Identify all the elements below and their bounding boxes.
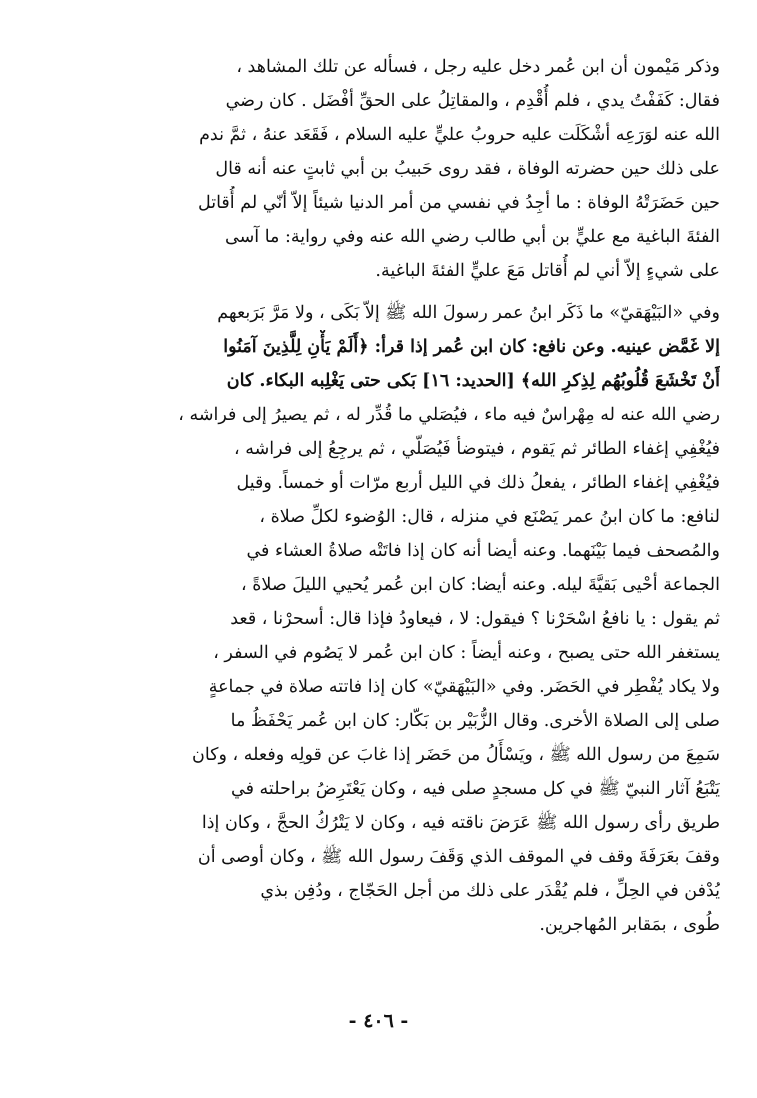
text-line: يَتْبَعُ آثار النبيّ ﷺ في كل مسجدٍ صلى فيه ، وكان يَعْتَرِضُ براحلته في	[231, 779, 720, 799]
verse-line: إلا غَمَّض عينيه. وعن نافع: كان ابن عُمر إذا قرأ: ﴿أَلَمْ يَأْنِ لِلَّذِينَ آمَنُوا	[223, 337, 720, 357]
text-line: وقفَ بعَرَفَةَ وقف في الموقف الذي وَقَفَ رسول الله ﷺ ، وكان أوصى أن	[197, 847, 720, 867]
text-line: طريق رأى رسول الله ﷺ عَرَضَ ناقته فيه ، وكان لا يَتْرُكُ الحجَّ ، وكان إذا	[201, 813, 720, 833]
text-line: والمُصحف فيما بَيْنَهما. وعنه أيضا أنه كان إذا فاتَتْه صلاةُ العشاء في	[246, 541, 720, 561]
text-line: يُدْفن في الحِلِّ ، فلم يُقْدَر على ذلك من أجل الحَجّاج ، ودُفِن بذي	[260, 881, 720, 901]
text-line: الفئةَ الباغية مع عليٍّ بن أبي طالب رضي الله عنه وفي رواية: ما آسى	[225, 227, 720, 247]
text-line: ولا يكاد يُفْطِر في الحَضَر. وفي «البَيْهَقيّ» كان إذا فاتته صلاة في جماعةٍ	[208, 677, 720, 697]
text-line: وفي «البَيْهَقيّ» ما ذَكَر ابنُ عمر رسولَ الله ﷺ إلاّ بَكَى ، ولا مَرَّ بَرَبعهم	[217, 303, 720, 323]
text-line: على ذلك حين حضرته الوفاة ، فقد روى حَبيبُ بن أبي ثابتٍ عنه أنه قال	[215, 159, 720, 179]
text-line: على شيءٍ إلاّ أني لم أُقاتل مَعَ عليٍّ الفئةَ الباغية.	[375, 261, 720, 281]
page-number: - ٤٠٦ -	[348, 1010, 409, 1032]
text-line: وذكر مَيْمون أن ابن عُمر دخل عليه رجل ، فسأله عن تلك المشاهد ،	[236, 57, 720, 77]
text-line: الله عنه لوَرَعِه أشْكَلَت عليه حروبُ عليٍّ عليه السلام ، فَقَعَد عنهُ ، ثمَّ ندم	[199, 125, 720, 145]
text-line: حين حَضَرَتْهُ الوفاة : ما أجِدُ في نفسي من أمر الدنيا شيئاً إلاّ أنّي لم أُقاتل	[197, 193, 720, 213]
text-line: طُوى ، بمَقابر المُهاجرين.	[539, 915, 720, 935]
text-line: فيُغْفِي إغفاء الطائر ثم يَقوم ، فيتوضأ فَيُصَلّي ، ثم يرجِعُ إلى فراشه ،	[234, 439, 720, 459]
text-line: الجماعة أحْيى بَقيَّةَ ليله. وعنه أيضا: كان ابن عُمر يُحيي الليلَ صلاةً ،	[241, 575, 720, 595]
text-line: ثم يقول : يا نافعُ اسْحَرْنا ؟ فيقول: لا ، فيعاودُ فإذا قال: أسحرْنا ، قعد	[230, 609, 720, 629]
page-body	[52, 50, 720, 942]
text-line: فيُغْفِي إغفاء الطائر ، يفعلُ ذلك في الليل أربع مرّات أو خمساً. وقيل	[236, 473, 720, 493]
paragraph-1	[52, 50, 720, 288]
paragraph-2	[52, 296, 720, 942]
text-line: لنافع: ما كان ابنُ عمر يَصْنَع في منزله ، قال: الوُضوء لكلِّ صلاة ،	[259, 507, 720, 527]
text-line: يستغفر الله حتى يصبح ، وعنه أيضاً : كان ابن عُمر لا يَصُوم في السفر ،	[213, 643, 720, 663]
text-line: صلى إلى الصلاة الأخرى. وقال الزُّبَيْر بن بَكّار: كان ابن عُمر يَحْفَظُ ما	[230, 711, 720, 731]
text-line: سَمِعَ من رسول الله ﷺ ، ويَسْأَلُ من حَضَر إذا غابَ عن قولِه وفعله ، وكان	[192, 745, 720, 765]
text-line: فقال: كَفَفْتُ يدي ، فلم أُقْدِم ، والمقاتِلُ على الحقِّ أفْضَل . كان رضي	[225, 91, 720, 111]
verse-line: أَنْ تَخْشَعَ قُلُوبُهُم لِذِكرِ الله﴾ [الحديد: ١٦] بَكى حتى يَغْلِبه البكاء. كان	[226, 371, 720, 391]
text-line: رضي الله عنه له مِهْراسٌ فيه ماء ، فيُصَلي ما قُدِّر له ، ثم يصيرُ إلى فراشه ،	[178, 405, 720, 425]
